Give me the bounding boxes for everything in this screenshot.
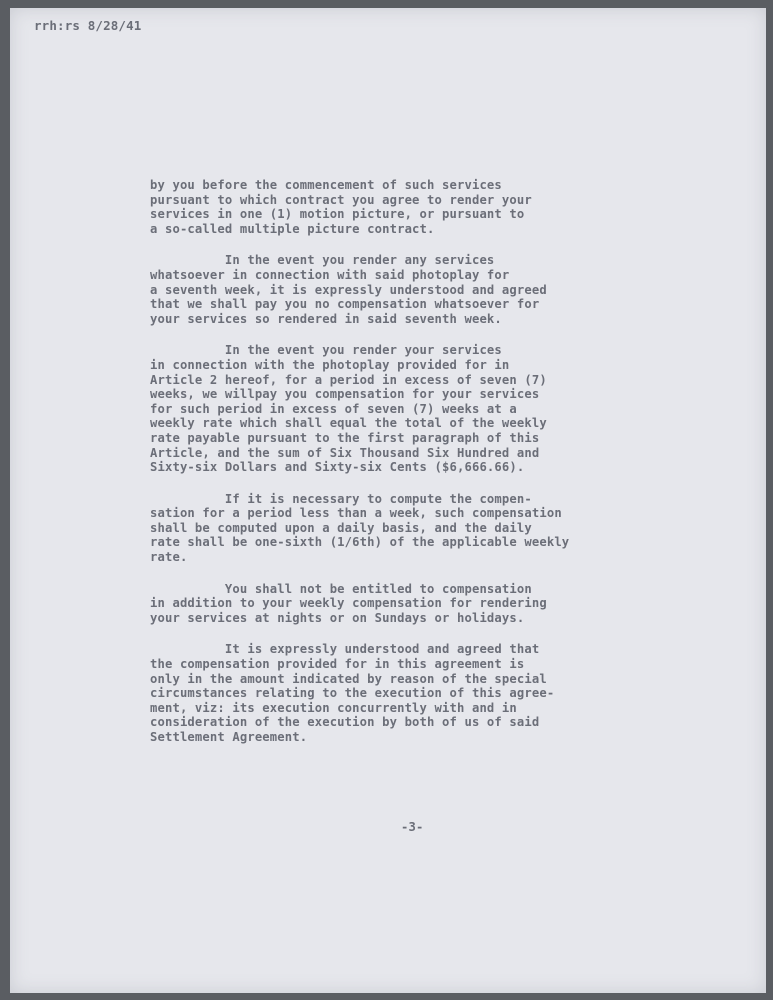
text-line: In the event you render any services [150,253,495,268]
text-line: your services so rendered in said seventh week. [150,311,502,326]
document-body [150,178,670,762]
text-line: pursuant to which contract you agree to render your [150,192,532,207]
text-line: In the event you render your services [150,343,502,358]
text-line: rate shall be one-sixth (1/6th) of the applicable weekly [150,535,570,550]
text-line: by you before the commencement of such services [150,178,502,192]
text-line: the compensation provided for in this agreement is [150,657,525,672]
paragraph-seventh-week [150,253,670,326]
paragraph-daily-rate [150,492,670,565]
paragraph-nights-holidays [150,582,670,626]
text-line: weekly rate which shall equal the total of the weekly [150,416,547,431]
text-line: whatsoever in connection with said photoplay for [150,267,510,282]
text-line: ment, viz: its execution concurrently with and in [150,700,517,715]
document-page [10,8,766,993]
text-line: services in one (1) motion picture, or pursuant to [150,207,525,222]
text-line: a seventh week, it is expressly understood and agreed [150,282,547,297]
paragraph-special-circumstances [150,642,670,744]
text-line: that we shall pay you no compensation whatsoever for [150,297,540,312]
text-line: Article, and the sum of Six Thousand Six Hundred and [150,445,540,460]
text-line: in connection with the photoplay provided for in [150,357,510,372]
paragraph-excess-weeks [150,343,670,474]
text-line: consideration of the execution by both of us of said [150,715,540,730]
text-line: Settlement Agreement. [150,730,308,744]
text-line: You shall not be entitled to compensation [150,581,532,596]
text-line: for such period in excess of seven (7) weeks at a [150,401,517,416]
reference-initials-date: rrh:rs 8/28/41 [34,18,142,33]
text-line: If it is necessary to compute the compen- [150,491,532,506]
text-line: your services at nights or on Sundays or holidays. [150,610,525,625]
page-number: -3- [401,820,424,834]
text-line: shall be computed upon a daily basis, and the daily [150,520,532,535]
text-line: in addition to your weekly compensation for rendering [150,596,547,611]
text-line: weeks, we willpay you compensation for your services [150,387,540,402]
text-line: sation for a period less than a week, such compensation [150,506,562,521]
text-line: only in the amount indicated by reason of the special [150,671,547,686]
text-line: It is expressly understood and agreed that [150,642,540,657]
text-line: Sixty-six Dollars and Sixty-six Cents ($6,666.66). [150,460,525,475]
text-line: rate. [150,550,188,565]
paragraph-contract-continuation [150,178,670,236]
text-line: circumstances relating to the execution of this agree- [150,686,555,701]
text-line: a so-called multiple picture contract. [150,221,435,236]
text-line: Article 2 hereof, for a period in excess of seven (7) [150,372,547,387]
text-line: rate payable pursuant to the first paragraph of this [150,430,540,445]
